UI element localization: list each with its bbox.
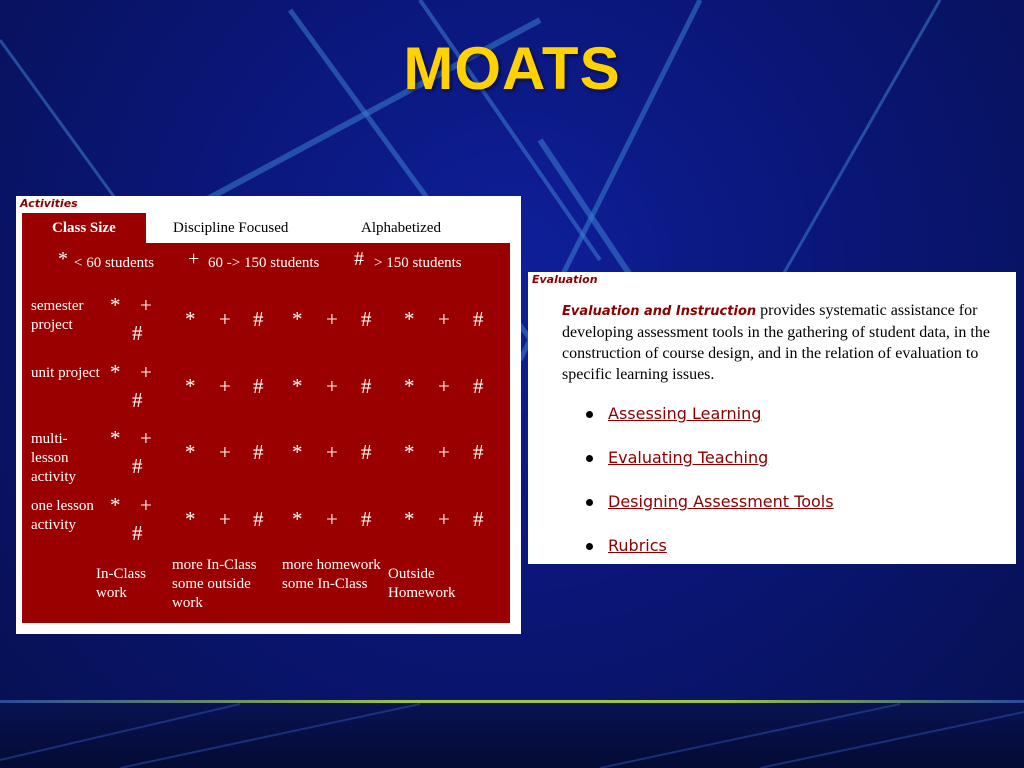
bullet-icon bbox=[586, 411, 593, 418]
size-symbol: + bbox=[219, 307, 231, 331]
tab-discipline-focused[interactable]: Discipline Focused bbox=[173, 220, 289, 236]
link-designing-assessment-tools[interactable]: Designing Assessment Tools bbox=[608, 492, 834, 511]
size-symbol: # bbox=[361, 507, 372, 531]
row-label: unit project bbox=[31, 365, 100, 381]
size-symbol: # bbox=[473, 440, 484, 464]
legend-symbol: * bbox=[58, 248, 68, 270]
size-symbol: * bbox=[404, 507, 415, 531]
size-symbol: + bbox=[438, 374, 450, 398]
size-symbol: + bbox=[140, 360, 152, 384]
size-symbol: # bbox=[253, 440, 264, 464]
size-symbol: * bbox=[185, 374, 196, 398]
size-symbol: # bbox=[361, 374, 372, 398]
size-symbol: # bbox=[473, 374, 484, 398]
size-symbol: * bbox=[292, 440, 303, 464]
size-symbol: # bbox=[361, 307, 372, 331]
bullet-icon bbox=[586, 543, 593, 550]
legend-text: 60 -> 150 students bbox=[208, 255, 320, 271]
size-symbol: # bbox=[132, 388, 143, 412]
size-symbol: + bbox=[326, 507, 338, 531]
legend-symbol: # bbox=[354, 248, 364, 270]
legend-text: < 60 students bbox=[74, 255, 155, 271]
row-label: one lesson activity bbox=[31, 498, 94, 533]
size-symbol: * bbox=[292, 307, 303, 331]
size-symbol: + bbox=[326, 440, 338, 464]
evaluation-description: provides systematic assistance for developing assessment tools in the gathering of student data, in the construction of course design, and in the relation of evaluation to specific learning issues. bbox=[562, 302, 990, 383]
size-symbol: + bbox=[326, 374, 338, 398]
size-symbol: + bbox=[438, 307, 450, 331]
size-symbol: + bbox=[326, 307, 338, 331]
evaluation-description-block bbox=[562, 300, 1006, 385]
size-symbol: * bbox=[404, 440, 415, 464]
slide-title: MOATS bbox=[403, 35, 621, 102]
class-size-legend bbox=[22, 245, 510, 281]
column-label: more In-Class some outside work bbox=[172, 557, 257, 611]
size-symbol: * bbox=[404, 374, 415, 398]
tab-class-size[interactable]: Class Size bbox=[22, 213, 146, 243]
row-label: semester project bbox=[31, 298, 84, 333]
size-symbol: * bbox=[110, 360, 121, 384]
size-symbol: # bbox=[253, 507, 264, 531]
legend-text: > 150 students bbox=[374, 255, 462, 271]
size-symbol: + bbox=[140, 293, 152, 317]
column-label: Outside Homework bbox=[388, 566, 456, 601]
size-symbol: * bbox=[110, 426, 121, 450]
size-symbol: + bbox=[438, 507, 450, 531]
tab-alphabetized[interactable]: Alphabetized bbox=[361, 220, 441, 236]
size-symbol: + bbox=[219, 374, 231, 398]
size-symbol: + bbox=[140, 493, 152, 517]
size-symbol: * bbox=[185, 507, 196, 531]
evaluation-panel bbox=[528, 272, 1016, 564]
size-symbol: # bbox=[132, 454, 143, 478]
link-rubrics[interactable]: Rubrics bbox=[608, 536, 667, 555]
evaluation-heading: Evaluation bbox=[532, 273, 598, 286]
column-label: In-Class work bbox=[96, 566, 146, 601]
size-symbol: # bbox=[473, 507, 484, 531]
size-symbol: # bbox=[361, 440, 372, 464]
activities-table bbox=[22, 243, 510, 623]
activities-panel bbox=[16, 196, 521, 634]
size-symbol: # bbox=[473, 307, 484, 331]
size-symbol: * bbox=[404, 307, 415, 331]
link-evaluating-teaching[interactable]: Evaluating Teaching bbox=[608, 448, 769, 467]
size-symbol: * bbox=[292, 507, 303, 531]
column-label: more homework some In-Class bbox=[282, 557, 381, 592]
bullet-icon bbox=[586, 455, 593, 462]
size-symbol: + bbox=[219, 507, 231, 531]
link-assessing-learning[interactable]: Assessing Learning bbox=[608, 404, 762, 423]
size-symbol: + bbox=[140, 426, 152, 450]
size-symbol: * bbox=[185, 307, 196, 331]
size-symbol: * bbox=[185, 440, 196, 464]
evaluation-lead: Evaluation and Instruction bbox=[562, 304, 757, 319]
size-symbol: + bbox=[219, 440, 231, 464]
size-symbol: * bbox=[110, 293, 121, 317]
size-symbol: # bbox=[132, 521, 143, 545]
size-symbol: * bbox=[110, 493, 121, 517]
bullet-icon bbox=[586, 499, 593, 506]
row-label: multi-lesson activity bbox=[31, 431, 76, 485]
legend-symbol: + bbox=[188, 248, 200, 270]
size-symbol: + bbox=[438, 440, 450, 464]
activities-tabs bbox=[22, 213, 516, 243]
size-symbol: # bbox=[253, 374, 264, 398]
size-symbol: # bbox=[132, 321, 143, 345]
size-symbol: * bbox=[292, 374, 303, 398]
activities-heading: Activities bbox=[20, 197, 78, 210]
size-symbol: # bbox=[253, 307, 264, 331]
